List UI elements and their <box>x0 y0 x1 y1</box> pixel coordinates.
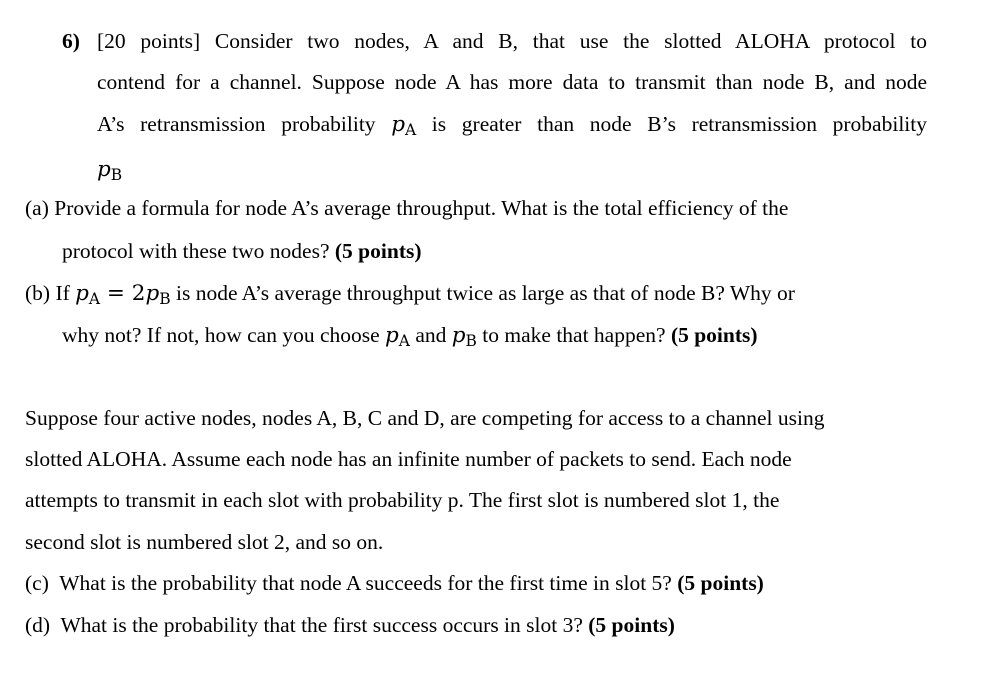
part-c-label: (c) <box>25 571 49 595</box>
problem-text-3b: is greater than node B’s retransmission probability <box>416 112 927 136</box>
scenario-text-4: second slot is numbered slot 2, and so on. <box>25 530 384 554</box>
scenario-text-2: slotted ALOHA. Assume each node has an infinite number of packets to send. Each node <box>25 447 792 471</box>
part-d-label: (d) <box>25 613 51 637</box>
part-c-text: What is the probability that node A succeeds for the first time in slot 5? <box>48 571 678 595</box>
part-c-points: (5 points) <box>677 571 764 595</box>
subscript-B: B <box>110 165 123 184</box>
part-b-points: (5 points) <box>670 323 758 347</box>
part-b-label: (b) <box>25 281 51 305</box>
scenario-line-3 <box>25 487 779 513</box>
part-b-if: If <box>50 281 76 305</box>
scenario-text-3: attempts to transmit in each slot with probability p. The first slot is numbered slot 1, the <box>25 488 780 512</box>
part-a-text-2: protocol with these two nodes? <box>62 239 335 263</box>
symbol-pB <box>452 323 477 348</box>
problem-number <box>62 28 80 54</box>
problem-line-1 <box>97 28 927 54</box>
part-b-and: and <box>409 323 452 347</box>
problem-line-3 <box>97 111 927 143</box>
symbol-pA <box>391 112 416 137</box>
symbol-pA <box>385 323 410 348</box>
subscript-B: B <box>465 331 477 350</box>
problem-text-1: Consider two nodes, A and B, that use the slotted ALOHA protocol to <box>200 29 927 53</box>
scenario-line-4 <box>25 529 383 555</box>
part-c-line <box>25 570 764 596</box>
part-a-line-1 <box>25 195 788 221</box>
p-letter: p <box>391 112 405 137</box>
part-b-line-2 <box>62 322 758 354</box>
p-letter: p <box>451 323 466 348</box>
equals-two: = 2 <box>100 281 146 306</box>
part-d-text: What is the probability that the first success occurs in slot 3? <box>50 613 589 637</box>
part-b-text-2a: why not? If not, how can you choose <box>62 323 386 347</box>
p-letter: p <box>385 323 399 348</box>
subscript-A: A <box>404 120 417 139</box>
part-a-line-2 <box>62 238 422 264</box>
problem-text-2: contend for a channel. Suppose node A has more data to transmit than node B, and node <box>97 70 927 94</box>
part-a-points: (5 points) <box>334 239 422 263</box>
problem-label: 6) <box>62 29 80 53</box>
scenario-text-1: Suppose four active nodes, nodes A, B, C and D, are competing for access to a channel using <box>25 406 825 430</box>
part-a-text-1: Provide a formula for node A’s average throughput. What is the total efficiency of the <box>48 196 789 220</box>
problem-text-3a: A’s retransmission probability <box>97 112 392 136</box>
symbol-pB <box>97 157 122 182</box>
scenario-line-2 <box>25 446 792 472</box>
subscript-A: A <box>88 289 101 308</box>
subscript-A: A <box>398 331 410 350</box>
scenario-line-1 <box>25 405 824 431</box>
part-a-label: (a) <box>25 196 49 220</box>
problem-line-4 <box>97 156 122 188</box>
part-b-text-1: is node A’s average throughput twice as large as that of node B? Why or <box>170 281 795 305</box>
p-letter: p <box>75 281 89 306</box>
part-b-line-1 <box>25 280 795 312</box>
subscript-B: B <box>159 289 171 308</box>
part-b-text-2b: to make that happen? <box>476 323 671 347</box>
p-letter: p <box>97 157 111 182</box>
points-total: [20 points] <box>97 29 201 53</box>
equation-pA-2pB <box>75 281 170 306</box>
part-d-points: (5 points) <box>588 613 675 637</box>
part-d-line <box>25 612 675 638</box>
p-letter: p <box>145 281 160 306</box>
problem-line-2 <box>97 69 927 95</box>
